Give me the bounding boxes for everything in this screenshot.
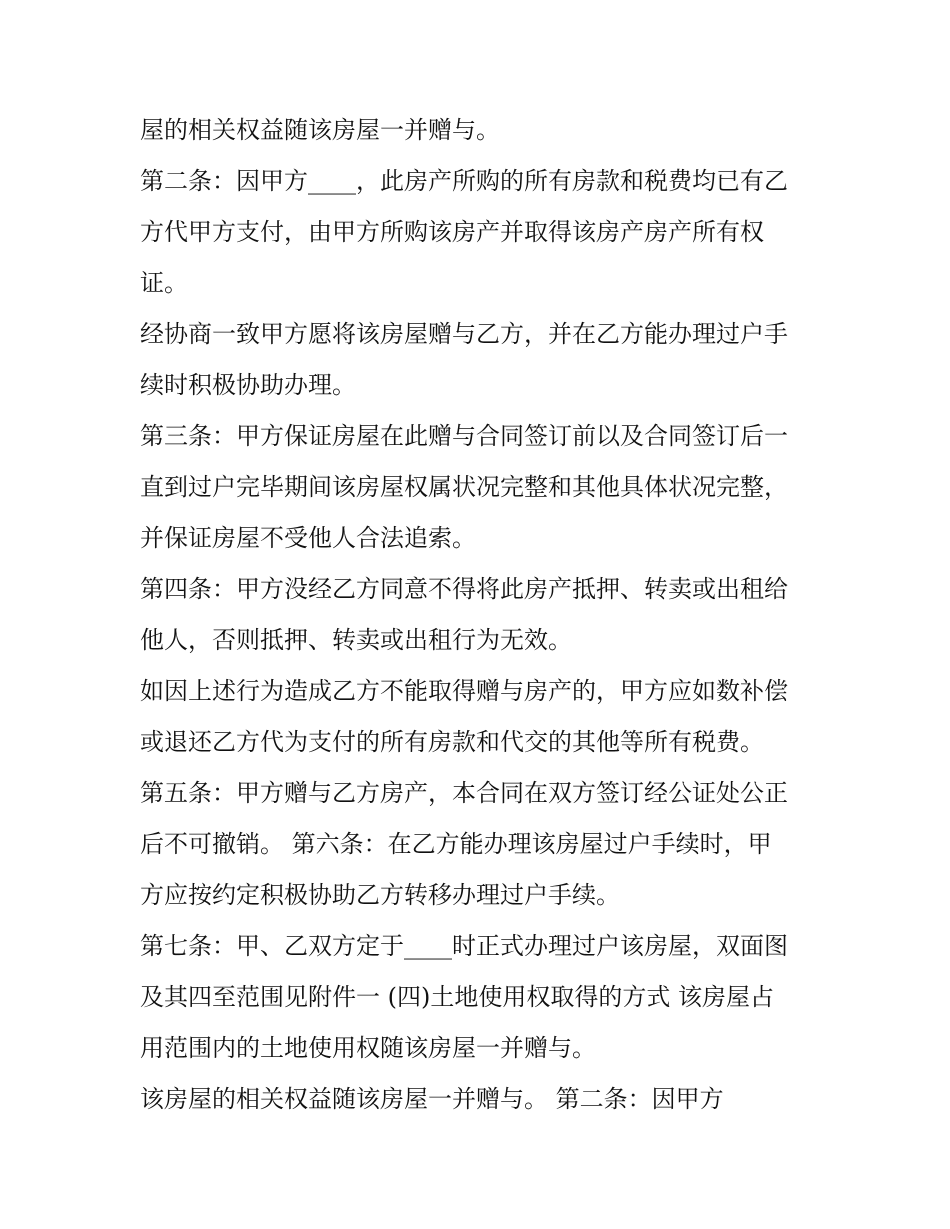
text-line: 经协商一致甲方愿将该房屋赠与乙方，并在乙方能办理过户手 [140, 320, 788, 348]
text-line: 方应按约定积极协助乙方转移办理过户手续。 [140, 881, 620, 909]
text-line: 第二条：因甲方____，此房产所购的所有房款和税费均已有乙 [140, 167, 788, 195]
text-line: 第七条：甲、乙双方定于____时正式办理过户该房屋，双面图 [140, 932, 788, 960]
text-line: 方代甲方支付，由甲方所购该房产并取得该房产房产所有权 [140, 218, 764, 246]
document-body [140, 105, 830, 1125]
text-line: 直到过户完毕期间该房屋权属状况完整和其他具体状况完整， [140, 473, 788, 501]
text-line: 用范围内的土地使用权随该房屋一并赠与。 [140, 1034, 596, 1062]
text-line: 或退还乙方代为支付的所有房款和代交的其他等所有税费。 [140, 728, 764, 756]
text-line: 第五条：甲方赠与乙方房产，本合同在双方签订经公证处公正 [140, 779, 788, 807]
text-line: 续时积极协助办理。 [140, 371, 356, 399]
text-line: 第四条：甲方没经乙方同意不得将此房产抵押、转卖或出租给 [140, 575, 788, 603]
text-line: 第三条：甲方保证房屋在此赠与合同签订前以及合同签订后一 [140, 422, 788, 450]
text-line: 该房屋的相关权益随该房屋一并赠与。 第二条：因甲方 [140, 1085, 724, 1113]
text-line: 及其四至范围见附件一 (四)土地使用权取得的方式 该房屋占 [140, 983, 774, 1011]
text-line: 后不可撤销。 第六条：在乙方能办理该房屋过户手续时，甲 [140, 830, 772, 858]
text-line: 并保证房屋不受他人合法追索。 [140, 524, 476, 552]
text-line: 证。 [140, 269, 188, 297]
text-line: 他人，否则抵押、转卖或出租行为无效。 [140, 626, 572, 654]
text-line: 如因上述行为造成乙方不能取得赠与房产的，甲方应如数补偿 [140, 677, 788, 705]
text-line: 屋的相关权益随该房屋一并赠与。 [140, 116, 500, 144]
